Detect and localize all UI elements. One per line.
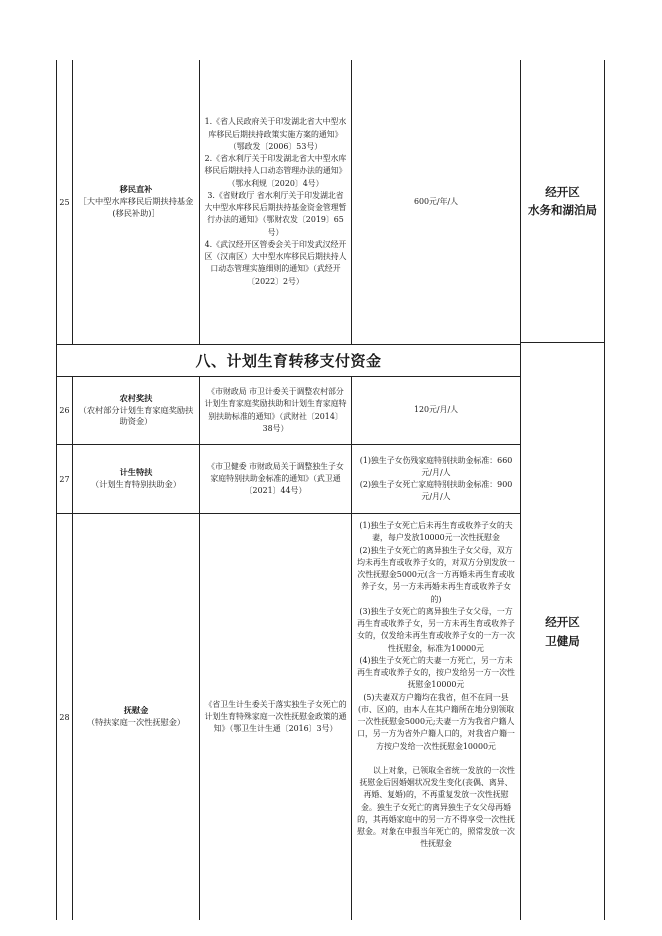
standard-cell [352, 514, 520, 920]
department-name: 经开区 [545, 184, 580, 199]
item-name-cell [73, 514, 199, 920]
item-name-cell [73, 60, 199, 344]
standard-text: 600元/年/人 [413, 196, 459, 206]
standard-text: (2)独生子女死亡家庭特别扶助金标准：900元/月/人 [359, 480, 513, 502]
policy-text: 3.《省财政厅 省水利厅关于印发湖北省大中型水库移民后期扶持基金资金管理暂行办法的通知》（鄂财农发〔2019〕65号） [204, 190, 347, 237]
policy-text: 《市卫健委 市财政局关于调整独生子女家庭特别扶助金标准的通知》（武卫通〔2021〕44号） [207, 461, 344, 496]
standard-cell [352, 445, 520, 513]
standard-note: 以上对象，已领取全省统一发放的一次性抚慰金后因婚姻状况发生变化(丧偶、离异、再婚、复婚)的，不再重复发放一次性抚慰金。独生子女死亡的离异独生子女父母再婚的，其再婚家庭中的另一方不得享受一次性抚慰金。对象在申报当年死亡的，照常发放一次性抚慰金 [357, 765, 515, 849]
standard-text: (1)独生子女死亡后未再生育或收养子女的夫妻，每户发放10000元一次性抚慰金 [359, 521, 513, 543]
section-title: 八、计划生育转移支付资金 [195, 352, 382, 370]
standard-text: (4)独生子女死亡的夫妻一方死亡，另一方未再生育或收养子女的，按户发给另一方一次性抚慰金10000元 [357, 655, 515, 690]
policy-text: 《市财政局 市卫计委关于调整农村部分计划生育家庭奖励扶助和计划生育家庭特别扶助标准的通知》（武财社〔2014〕38号） [204, 387, 347, 433]
department-name: 经开区 [545, 615, 580, 630]
standard-text: 120元/月/人 [413, 405, 459, 415]
department-cell [521, 60, 604, 342]
standard-cell [352, 377, 520, 444]
standard-text: (5)夫妻双方户籍均在我省，但不在同一县(市、区)的，由本人在其户籍所在地分别领取一次性抚慰金5000元;夫妻一方为我省户籍人口，另一方为省外户籍人口的，对我省户籍一方按户发给一次性抚慰金10000元 [357, 692, 515, 751]
item-title: 农村奖扶 [119, 392, 153, 403]
item-title: 移民直补 [119, 184, 153, 195]
row-number: 26 [59, 406, 70, 415]
policy-cell [200, 377, 351, 444]
policy-text: 1.《省人民政府关于印发湖北省大中型水库移民后期扶持政策实施方案的通知》（鄂政发〔2006〕53号） [204, 117, 347, 151]
policy-text: 4.《武汉经开区管委会关于印发武汉经开区（汉南区）大中型水库移民后期扶持人口动态管理实施细则的通知》（武经开〔2022〕2号） [204, 239, 347, 286]
standard-text: (3)独生子女死亡的离异独生子女父母，一方再生育或收养子女，另一方未再生育或收养子女的，仅发给未再生育或收养子女的一方一次性抚慰金，标准为10000元 [357, 606, 515, 653]
policy-text: 《省卫生计生委关于落实独生子女死亡的计划生育特殊家庭一次性抚慰金政策的通知》（鄂卫生计生通〔2016〕3号） [204, 699, 347, 734]
standard-text: (1)独生子女伤残家庭特别扶助金标准：660元/月/人 [359, 455, 513, 477]
standard-text: (2)独生子女死亡的离异独生子女父母，双方均未再生育或收养子女的，对双方分别发放一次性抚慰金5000元(含一方再婚未再生育或收养子女，另一方未再婚未再生育或收养子女的) [357, 545, 515, 604]
policy-cell [200, 514, 351, 920]
item-subtitle: ［大中型水库移民后期扶持基金(移民补助)］ [78, 196, 194, 218]
row-number: 25 [59, 197, 70, 207]
row-number: 28 [59, 712, 70, 722]
policy-cell [200, 445, 351, 513]
grid-line [604, 60, 605, 920]
department-cell [521, 343, 604, 920]
department-name: 水务和湖泊局 [528, 203, 597, 217]
item-title: 计生特扶 [119, 467, 153, 478]
policy-text: 2.《省水利厅关于印发湖北省大中型水库移民后期扶持人口动态管理办法的通知》（鄂水利规〔2020〕4号） [204, 154, 347, 188]
department-name: 卫健局 [545, 633, 580, 648]
item-name-cell [73, 445, 199, 513]
standard-cell [352, 60, 520, 344]
item-name-cell [73, 377, 199, 444]
item-subtitle: （计划生育特别扶助金） [90, 479, 182, 489]
item-subtitle: （特扶家庭一次性抚慰金） [86, 717, 186, 727]
item-title: 抚慰金 [123, 705, 149, 716]
row-number: 27 [59, 474, 70, 484]
policy-cell [200, 60, 351, 344]
item-subtitle: （农村部分计划生育家庭奖励扶助资金） [78, 404, 194, 427]
